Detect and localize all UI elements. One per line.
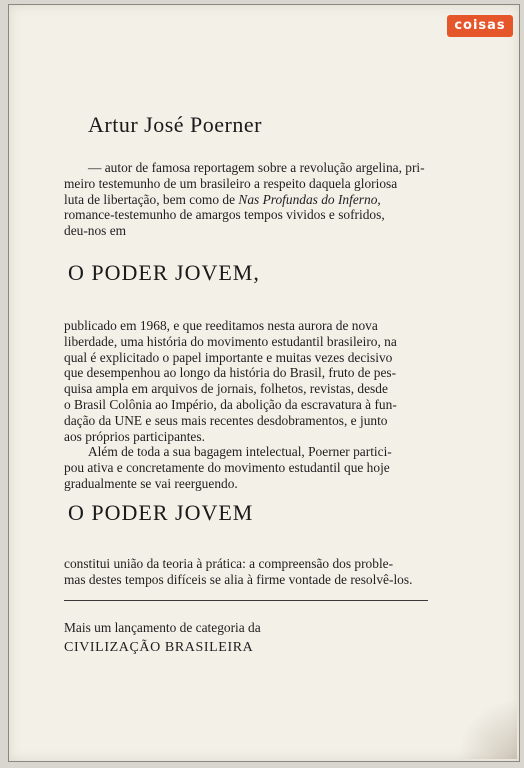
body-line: publicado em 1968, e que reeditamos nesta aurora de nova — [64, 318, 378, 333]
author-name: Artur José Poerner — [88, 112, 262, 137]
body-line: qual é explicitado o papel importante e muitas vezes decisivo — [64, 349, 393, 365]
corner-wear — [457, 699, 517, 759]
book-title-italic: Nas Profundas do Inferno — [238, 191, 378, 207]
body-line: que desempenhou ao longo da história do Brasil, fruto de pes- — [64, 365, 397, 381]
body-line: liberdade, uma história do movimento estudantil brasileiro, na — [64, 333, 397, 349]
closing-line: constitui união da teoria à prática: a compreensão dos proble- — [64, 556, 394, 571]
intro-line: — autor de famosa reportagem sobre a revolução argelina, pri- — [88, 160, 425, 175]
body-line: aos próprios participantes. — [64, 428, 205, 444]
body-line: quisa ampla em arquivos de jornais, folhetos, revistas, desde — [64, 381, 388, 397]
divider-rule — [64, 600, 428, 601]
intro-paragraph — [64, 160, 436, 239]
coisas-stamp: coisas — [447, 15, 513, 37]
body-line: o Brasil Colônia ao Império, da abolição da escravatura à fun- — [64, 396, 397, 412]
closing-line: mas destes tempos difíceis se alia à firme vontade de resolvê-los. — [64, 571, 413, 587]
body-line: pou ativa e concretamente do movimento estudantil que hoje — [64, 460, 390, 476]
publisher-name: CIVILIZAÇÃO BRASILEIRA — [64, 640, 254, 655]
intro-line: romance-testemunho de amargos tempos vividos e sofridos, — [64, 207, 385, 223]
book-title-2: O PODER JOVEM — [68, 500, 254, 525]
body-line: Além de toda a sua bagagem intelectual, Poerner partici- — [88, 444, 392, 460]
intro-line: meiro testemunho de um brasileiro a respeito daquela gloriosa — [64, 175, 398, 191]
closing-paragraph — [64, 556, 436, 588]
footer-tagline: Mais um lançamento de categoria da — [64, 620, 261, 635]
body-paragraph — [64, 318, 436, 492]
intro-line: luta de libertação, bem como de Nas Profundas do Inferno, — [64, 191, 381, 207]
body-line: gradualmente se vai reerguendo. — [64, 475, 238, 491]
book-title-1: O PODER JOVEM, — [68, 260, 260, 285]
intro-line: deu-nos em — [64, 223, 127, 239]
body-line: dação da UNE e seus mais recentes desdobramentos, e junto — [64, 412, 388, 428]
